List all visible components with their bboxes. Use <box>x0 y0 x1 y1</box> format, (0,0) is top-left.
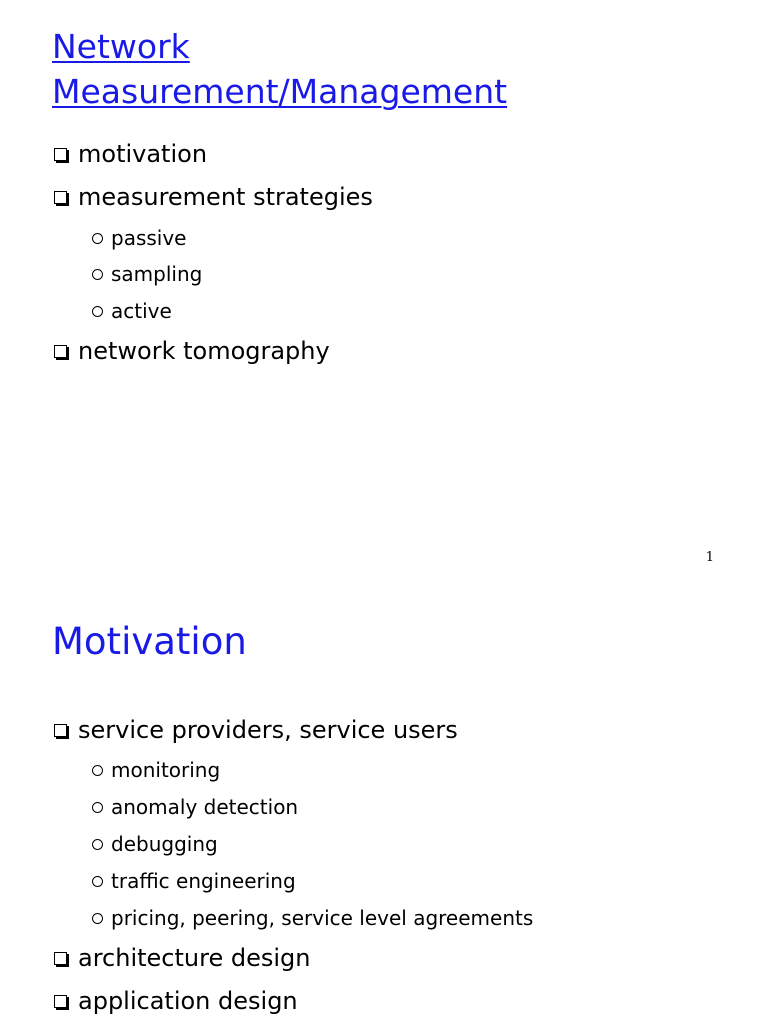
sub-bullet-item <box>92 869 296 893</box>
bullet-text: motivation <box>78 140 208 168</box>
sub-bullet-text: debugging <box>111 832 218 856</box>
bullet-text: service providers, service users <box>78 716 458 744</box>
square-bullet-icon <box>54 148 67 161</box>
circle-bullet-icon <box>92 233 103 244</box>
title-line-1: Network <box>52 27 190 66</box>
slide-2 <box>0 590 768 1024</box>
bullet-item <box>54 337 330 365</box>
square-bullet-icon <box>54 345 67 358</box>
sub-bullet-item <box>92 262 202 286</box>
sub-bullet-text: traffic engineering <box>111 869 296 893</box>
bullet-item <box>54 716 458 744</box>
sub-bullet-item <box>92 795 298 819</box>
bullet-item <box>54 183 373 211</box>
sub-bullet-item <box>92 832 218 856</box>
square-bullet-icon <box>54 724 67 737</box>
sub-bullet-text: anomaly detection <box>111 795 299 819</box>
bullet-text: measurement strategies <box>78 183 373 211</box>
page-number: 1 <box>705 550 714 565</box>
sub-bullet-item <box>92 226 187 250</box>
circle-bullet-icon <box>92 306 103 317</box>
sub-bullet-text: monitoring <box>111 758 221 782</box>
circle-bullet-icon <box>92 269 103 280</box>
bullet-item <box>54 944 310 972</box>
sub-bullet-text: pricing, peering, service level agreements <box>111 906 534 930</box>
sub-bullet-text: active <box>111 299 172 323</box>
square-bullet-icon <box>54 952 67 965</box>
sub-bullet-item <box>92 906 533 930</box>
sub-bullet-text: sampling <box>111 262 203 286</box>
bullet-text: application design <box>78 987 298 1015</box>
sub-bullet-item <box>92 299 172 323</box>
circle-bullet-icon <box>92 913 103 924</box>
sub-bullet-text: passive <box>111 226 187 250</box>
sub-bullet-item <box>92 758 220 782</box>
circle-bullet-icon <box>92 839 103 850</box>
circle-bullet-icon <box>92 802 103 813</box>
bullet-item <box>54 987 298 1015</box>
slide-1-title[interactable] <box>52 24 507 114</box>
bullet-item <box>54 140 207 168</box>
slide-2-title: Motivation <box>52 620 247 663</box>
circle-bullet-icon <box>92 765 103 776</box>
circle-bullet-icon <box>92 876 103 887</box>
bullet-text: network tomography <box>78 337 330 365</box>
title-line-2: Measurement/Management <box>52 72 508 111</box>
bullet-text: architecture design <box>78 944 311 972</box>
square-bullet-icon <box>54 995 67 1008</box>
square-bullet-icon <box>54 191 67 204</box>
